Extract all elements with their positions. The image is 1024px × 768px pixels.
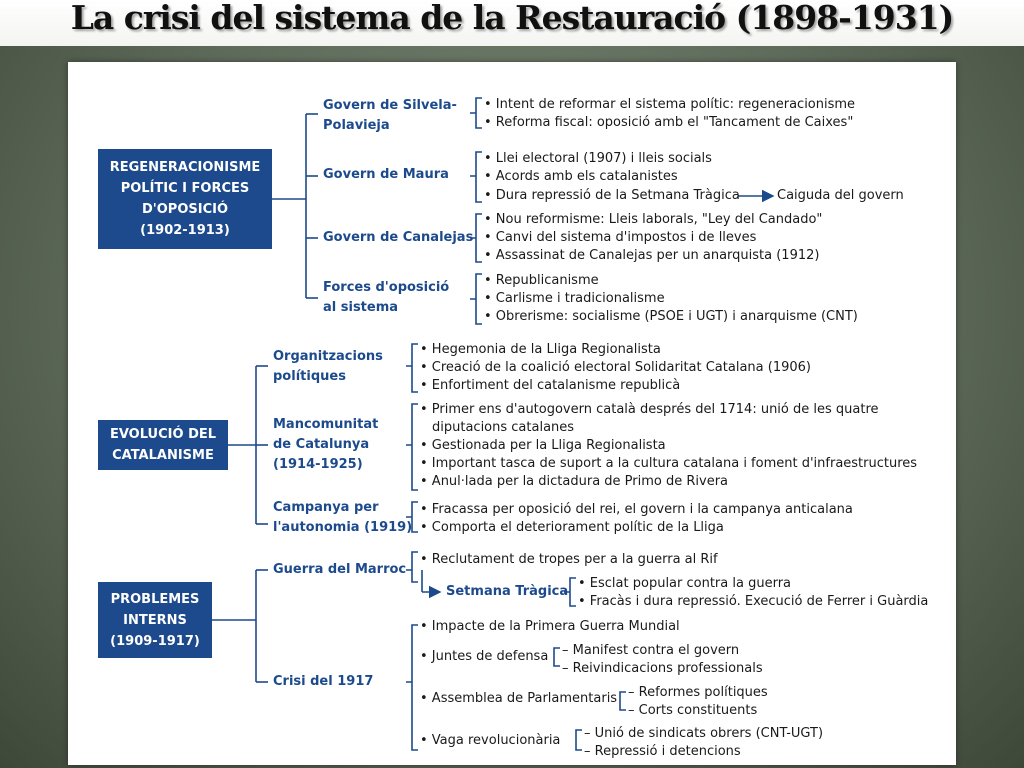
bullet: • Dura repressió de la Setmana Tràgica bbox=[484, 188, 740, 203]
bullet: • Important tasca de suport a la cultura catalana i foment d'infraestructures bbox=[420, 456, 918, 471]
bullet: • Gestionada per la Lliga Regionalista bbox=[420, 438, 666, 453]
label-campanya-autonomia: Campanya per l'autonomia (1919) bbox=[273, 500, 413, 535]
bullet: • Creació de la coalició electoral Solidaritat Catalana (1906) bbox=[420, 360, 811, 375]
bullet: • Anul·lada per la dictadura de Primo de Rivera bbox=[420, 474, 729, 489]
label-forces-oposicio: Forces d'oposició al sistema bbox=[323, 280, 450, 315]
bullet: • Juntes de defensa bbox=[420, 649, 549, 664]
bullet: • Republicanisme bbox=[484, 273, 599, 288]
slide-title: La crisi del sistema de la Restauració (1898-1931) bbox=[70, 0, 954, 37]
label-govern-canalejas: Govern de Canalejas bbox=[323, 230, 474, 245]
sub-bullet: – Repressió i detencions bbox=[584, 744, 741, 759]
diagram-sheet bbox=[68, 62, 956, 765]
label-organitzacions: Organitzacions polítiques bbox=[273, 349, 383, 384]
bullet: • Reforma fiscal: oposició amb el "Tancament de Caixes" bbox=[484, 115, 854, 130]
box-regeneracionisme: REGENERACIONISME POLÍTIC I FORCES D'OPOSICIÓ (1902-1913) bbox=[98, 149, 272, 249]
bullet: • Primer ens d'autogovern català després del 1714: unió de les quatre bbox=[420, 402, 879, 417]
bullet: • Hegemonia de la Lliga Regionalista bbox=[420, 342, 661, 357]
bullet: • Vaga revolucionària bbox=[420, 733, 561, 748]
bullet: • Impacte de la Primera Guerra Mundial bbox=[420, 619, 680, 634]
bullet: • Obrerisme: socialisme (PSOE i UGT) i anarquisme (CNT) bbox=[484, 309, 858, 324]
bullet: • Reclutament de tropes per a la guerra al Rif bbox=[420, 552, 718, 567]
sub-bullet: – Reivindicacions professionals bbox=[562, 661, 763, 676]
bullet: • Carlisme i tradicionalisme bbox=[484, 291, 665, 306]
bullet: • Fracàs i dura repressió. Execució de Ferrer i Guàrdia bbox=[578, 594, 929, 609]
sub-bullet: – Reformes polítiques bbox=[628, 685, 768, 700]
bullet: • Fracassa per oposició del rei, el govern i la campanya anticalana bbox=[420, 502, 853, 517]
bullet: • Esclat popular contra la guerra bbox=[578, 576, 792, 591]
label-crisi-1917: Crisi del 1917 bbox=[273, 674, 374, 689]
bullet: • Intent de reformar el sistema polític: regeneracionisme bbox=[484, 97, 856, 112]
bullet: • Enfortiment del catalanisme republicà bbox=[420, 378, 681, 393]
box-problemes-interns: PROBLEMES INTERNS (1909-1917) bbox=[98, 582, 212, 658]
sub-bullet: – Unió de sindicats obrers (CNT-UGT) bbox=[584, 726, 824, 741]
label-guerra-marroc: Guerra del Marroc bbox=[273, 562, 407, 577]
bullet: • Llei electoral (1907) i lleis socials bbox=[484, 151, 712, 166]
bullet: • Acords amb els catalanistes bbox=[484, 169, 678, 184]
sub-bullet: – Corts constituents bbox=[628, 703, 758, 718]
bullet: • Canvi del sistema d'impostos i de lleves bbox=[484, 230, 757, 245]
label-govern-silvela: Govern de Silvela- Polavieja bbox=[323, 98, 457, 133]
title-bar bbox=[0, 0, 1024, 46]
bullet: • Assassinat de Canalejas per un anarquista (1912) bbox=[484, 248, 820, 263]
sub-bullet: – Manifest contra el govern bbox=[562, 643, 740, 658]
label-govern-maura: Govern de Maura bbox=[323, 167, 449, 182]
bullet-continuation: diputacions catalanes bbox=[432, 420, 575, 435]
bullet: • Assemblea de Parlamentaris bbox=[420, 691, 618, 706]
label-mancomunitat: Mancomunitat de Catalunya (1914-1925) bbox=[273, 417, 379, 472]
box-evolucio-catalanisme: EVOLUCIÓ DEL CATALANISME bbox=[98, 420, 228, 470]
bullet: • Nou reformisme: Lleis laborals, "Ley del Candado" bbox=[484, 212, 823, 227]
bullet: • Comporta el deteriorament polític de la Lliga bbox=[420, 520, 724, 535]
label-setmana-tragica: Setmana Tràgica bbox=[446, 584, 569, 599]
result-caiguda-govern: Caiguda del govern bbox=[777, 188, 904, 203]
